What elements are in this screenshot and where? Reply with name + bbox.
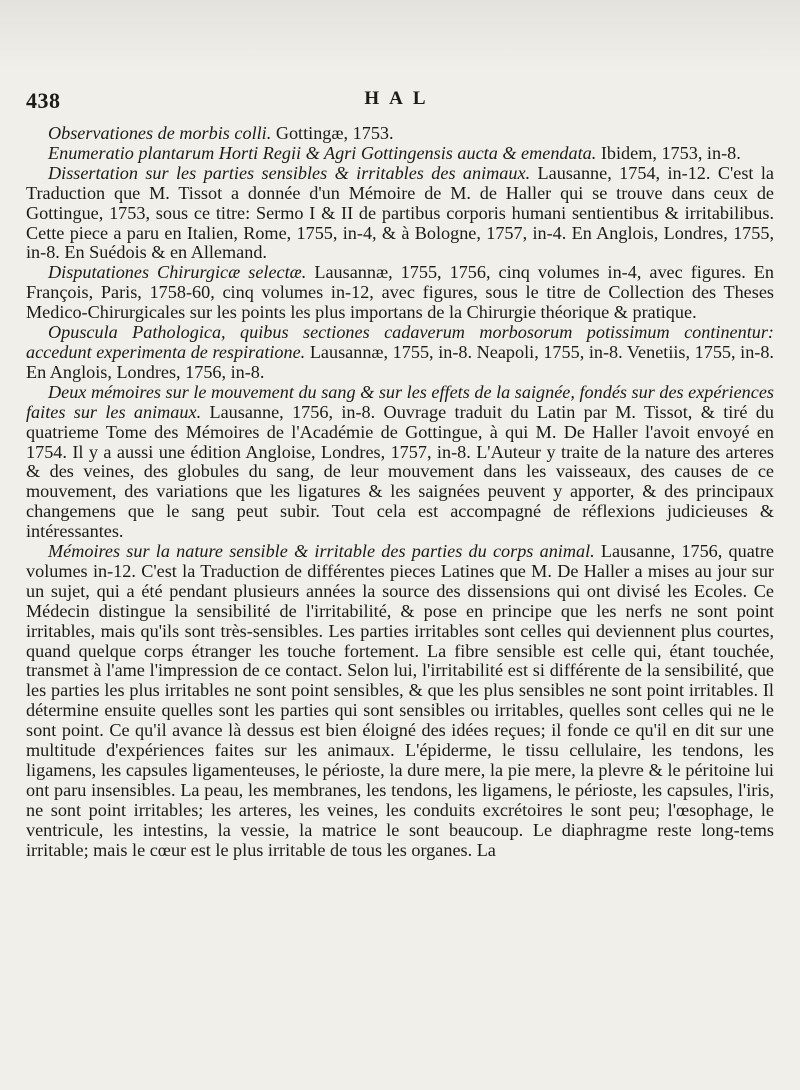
entry-title: Mémoires sur la nature sensible & irritable des parties du corps animal.: [48, 541, 595, 562]
bibliography-entry: [26, 323, 774, 383]
bibliography-entry: [26, 383, 774, 542]
entry-text: Gottingæ, 1753.: [271, 123, 394, 143]
entry-text: Lausanne, 1754, in-12. C'est la Traduction que M. Tissot a donnée d'un Mémoire de M. de Haller qui se trouve dans ceux de Gottingue, 1753, sous ce titre: Sermo I & II de partibus corporis humani sentientibus & irritabilibus. Cette piece a paru en Italien, Rome, 1755, in-4, & à Bologne, 1757, in-4. En Anglois, Londres, 1755, in-8. En Suédois & en Allemand.: [26, 162, 774, 263]
entry-text: Lausanne, 1756, quatre volumes in-12. C'est la Traduction de différentes pieces Latines que M. De Haller a mises au jour sur un sujet, qui a été pendant plusieurs années la source des dissensions qui ont divisé les Ecoles. Ce Médecin distingue la sensibilité de l'irritabilité, & pose en principe que les nerfs ne sont point irritables, mais qu'ils sont très-sensibles. Les parties irritables sont celles qui deviennent plus courtes, quand quelque corps étranger les touche fortement. La fibre sensible est celle qui, étant touchée, transmet à l'ame l'impression de ce contact. Selon lui, l'irritabilité est si différente de la sensibilité, que les parties les plus irritables ne sont point sensibles, & que les plus sensibles ne sont point irritables. Il détermine ensuite quelles sont les parties qui sont sensibles ou irritables, quelles sont celles qui ne le sont point. Ce qu'il avance là dessus est bien éloigné des idées reçues; il fonde ce qu'il en dit sur une multitude d'expériences faites sur les animaux. L'épiderme, le tissu cellulaire, les tendons, les ligamens, les capsules ligamenteuses, le périoste, la dure mere, la pie mere, la plevre & le péritoine lui ont paru insensibles. La peau, les membranes, les tendons, les ligamens, le périoste, les capsules, l'iris, ne sont point irritables; les arteres, les veines, les conduits excrétoires le sont peu; l'œsophage, le ventricule, les intestins, la vessie, la matrice le sont beaucoup. Le diaphragme reste long-tems irritable; mais le cœur est le plus irritable de tous les organes. La: [26, 541, 774, 860]
entry-text: Ibidem, 1753, in-8.: [596, 142, 741, 163]
entry-text: Lausanne, 1756, in-8. Ouvrage traduit du Latin par M. Tissot, & tiré du quatrieme Tome des Mémoires de l'Académie de Gottingue, à qui M. De Haller l'avoit envoyé en 1754. Il y a aussi une édition Angloise, Londres, 1757, in-8. L'Auteur y traite de la nature des arteres & des veines, des globules du sang, de leur mouvement dans les vaisseaux, des causes de ce mouvement, des variations que les ligatures & les saignées peuvent y apporter, & des principaux changemens que le sang peut subir. Tout cela est accompagné de réflexions judicieuses & intéressantes.: [26, 401, 774, 542]
entry-title: Enumeratio plantarum Horti Regii & Agri Gottingensis aucta & emendata.: [48, 142, 597, 163]
page-top-shadow: [0, 0, 800, 70]
entry-title: Deux mémoires sur le mouvement du sang & sur les effets de la saignée, fondés sur des expériences faites sur les animaux.: [26, 381, 774, 422]
entry-title: Observationes de morbis colli.: [48, 123, 272, 143]
bibliography-entry: [26, 263, 774, 323]
bibliography-entry: [26, 164, 774, 264]
page-header: [26, 88, 774, 116]
bibliography-entry: [26, 542, 774, 861]
entry-title: Dissertation sur les parties sensibles & irritables des animaux.: [48, 162, 531, 183]
running-head: HAL: [364, 88, 436, 109]
entry-title: Opuscula Pathologica, quibus sectiones cadaverum morbosorum potissimum continentur: accedunt experimenta de respiratione.: [26, 322, 774, 362]
bibliography-entry: [26, 124, 774, 144]
body-text: [26, 124, 774, 861]
entry-title: Disputationes Chirurgicæ selectæ.: [48, 262, 307, 283]
bibliography-entry: [26, 144, 774, 164]
entry-text: Lausannæ, 1755, 1756, cinq volumes in-4, avec figures. En François, Paris, 1758-60, cinq volumes in-12, avec figures, sous le titre de Collection des Theses Medico-Chirurgicales sur les points les plus importans de la Chirurgie théorique & pratique.: [26, 262, 774, 323]
page-number: 438: [26, 88, 61, 113]
entry-text: Lausannæ, 1755, in-8. Neapoli, 1755, in-8. Venetiis, 1755, in-8. En Anglois, Londres, 1756, in-8.: [26, 341, 774, 382]
